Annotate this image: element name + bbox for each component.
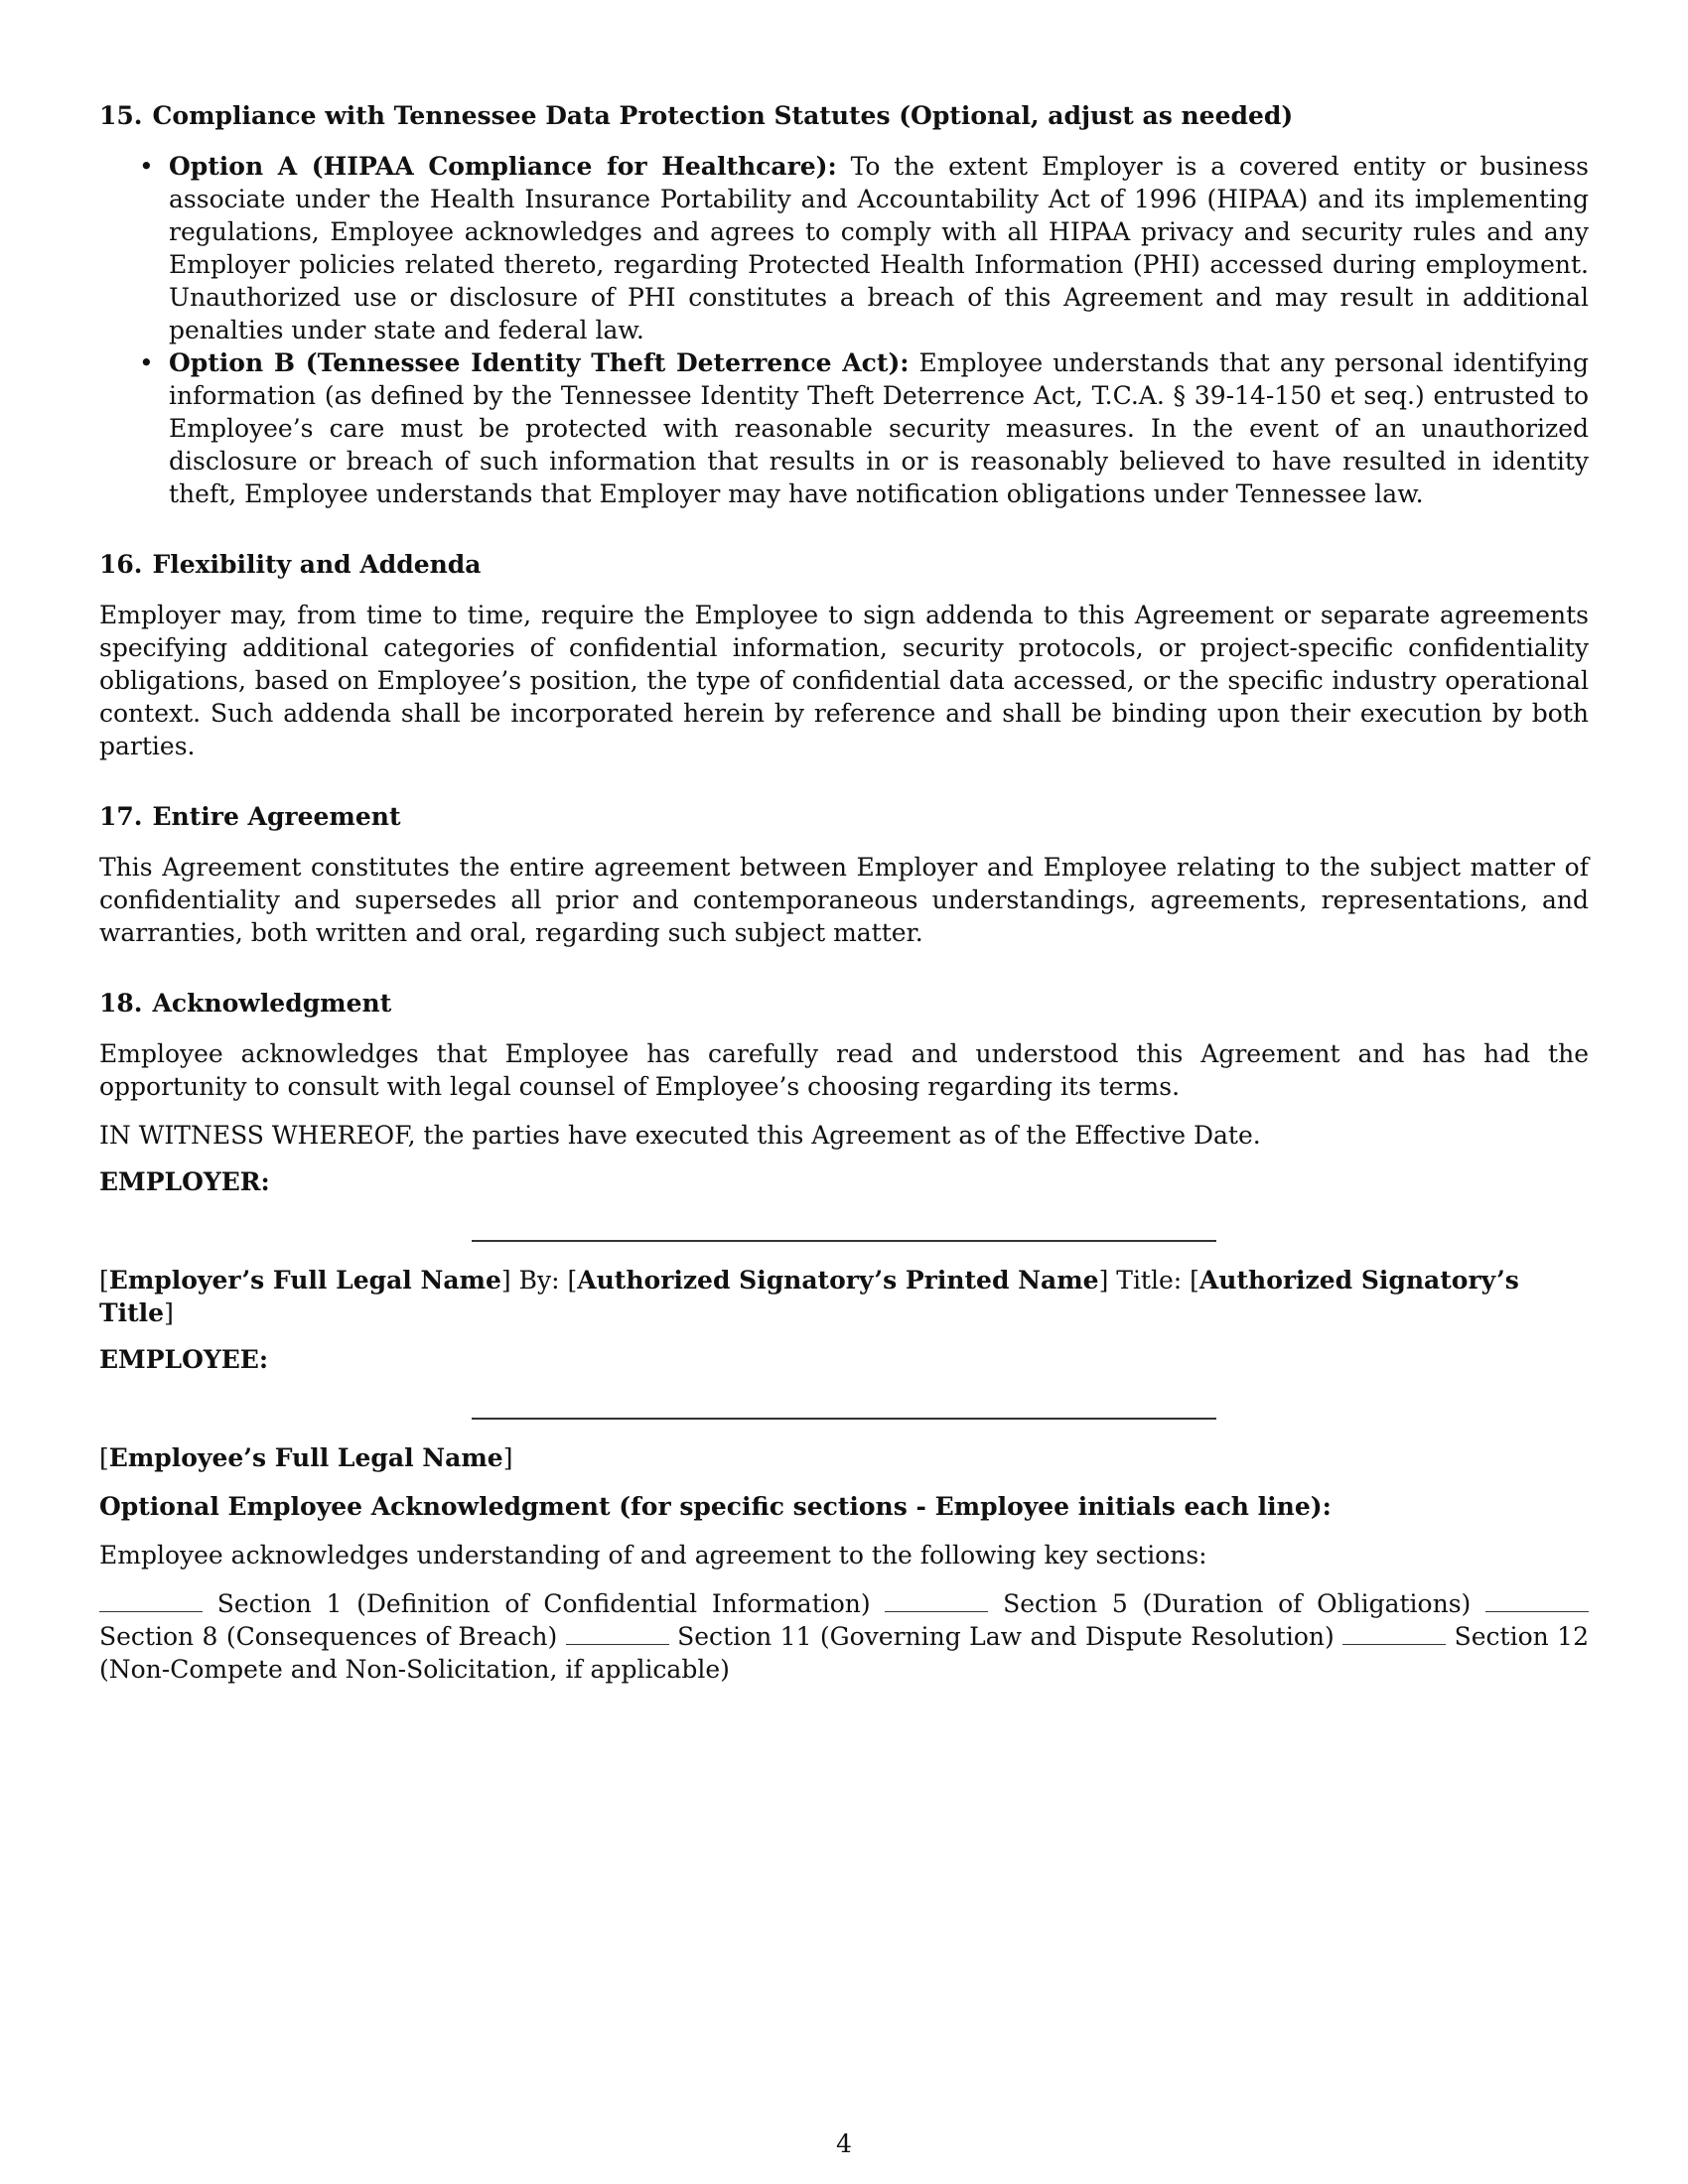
- section-body: Employee acknowledges that Employee has carefully read and understood this Agreement and has had the opportunity to consult with legal counsel of Employee’s choosing regarding its terms.: [99, 1039, 1589, 1101]
- list-item: [139, 150, 1589, 346]
- signatory-name-placeholder: Authorized Signatory’s Printed Name: [577, 1266, 1099, 1295]
- ack-item: Section 5 (Duration of Obligations): [1003, 1589, 1472, 1618]
- section-15: [99, 99, 1589, 510]
- section-heading: [99, 548, 1589, 581]
- option-label: Option A (HIPAA Compliance for Healthcare):: [169, 152, 837, 181]
- optional-ack-heading: Optional Employee Acknowledgment (for specific sections - Employee initials each line):: [99, 1492, 1332, 1521]
- optional-ack-intro: Employee acknowledges understanding of and agreement to the following key sections:: [99, 1541, 1207, 1570]
- section-number: 16.: [99, 550, 143, 579]
- employee-signature-line[interactable]: [472, 1418, 1216, 1420]
- ack-item: Section 12 (Non-Compete and Non-Solicitation, if applicable): [99, 1622, 1589, 1684]
- initials-block: [99, 1587, 1589, 1686]
- section-16: [99, 548, 1589, 762]
- employee-name-placeholder: Employee’s Full Legal Name: [108, 1443, 503, 1472]
- section-number: 15.: [99, 101, 143, 130]
- initials-blank[interactable]: [99, 1589, 203, 1612]
- option-label: Option B (Tennessee Identity Theft Deterrence Act):: [169, 348, 910, 377]
- section-body: This Agreement constitutes the entire agreement between Employer and Employee relating to the subject matter of confidentiality and supersedes all prior and contemporaneous understandings, agreements, representations, and warranties, both written and oral, regarding such subject matter.: [99, 853, 1589, 947]
- by-label: By:: [518, 1266, 560, 1295]
- initials-blank[interactable]: [885, 1589, 988, 1612]
- document-page: [99, 99, 1589, 1686]
- options-list: [99, 150, 1589, 510]
- section-heading: [99, 99, 1589, 132]
- option-text: Employee understands that any personal identifying information (as defined by the Tennessee Identity Theft Deterrence Act, T.C.A. § 39-14-150 et seq.) entrusted to Employee’s care must be protected with reasonable security measures. In the event of an unauthorized disclosure or breach of such information that results in or is reasonably believed to have resulted in identity theft, Employee understands that Employer may have notification obligations under Tennessee law.: [169, 348, 1590, 508]
- ack-item: Section 8 (Consequences of Breach): [99, 1622, 558, 1651]
- option-text: To the extent Employer is a covered entity or business associate under the Health Insurance Portability and Accountability Act of 1996 (HIPAA) and its implementing regulations, Employee acknowledges and agrees to comply with all HIPAA privacy and security rules and any Employer policies related thereto, regarding Protected Health Information (PHI) accessed during employment. Unauthorized use or disclosure of PHI constitutes a breach of this Agreement and may result in additional penalties under state and federal law.: [169, 152, 1589, 344]
- section-title: Flexibility and Addenda: [152, 550, 482, 579]
- employer-name-placeholder: Employer’s Full Legal Name: [108, 1266, 501, 1295]
- bullet-icon: •: [139, 348, 154, 377]
- page-number: 4: [836, 2129, 852, 2158]
- title-label: Title:: [1116, 1266, 1183, 1295]
- section-heading: [99, 800, 1589, 833]
- section-title: Acknowledgment: [152, 989, 392, 1018]
- section-title: Compliance with Tennessee Data Protection Statutes (Optional, adjust as needed): [152, 101, 1294, 130]
- section-18: [99, 987, 1589, 1103]
- ack-item: Section 11 (Governing Law and Dispute Resolution): [677, 1622, 1335, 1651]
- initials-blank[interactable]: [1342, 1622, 1446, 1645]
- employer-label: EMPLOYER:: [99, 1167, 270, 1196]
- employer-signature-line[interactable]: [472, 1240, 1216, 1242]
- ack-item: Section 1 (Definition of Confidential Information): [216, 1589, 871, 1618]
- section-body: Employer may, from time to time, require the Employee to sign addenda to this Agreement or separate agreements specifying additional categories of confidential information, security protocols, or project-specific confidentiality obligations, based on Employee’s position, the type of confidential data accessed, or the specific industry operational context. Such addenda shall be incorporated herein by reference and shall be binding upon their execution by both parties.: [99, 601, 1589, 760]
- employee-label: EMPLOYEE:: [99, 1345, 269, 1374]
- employee-signature-names: [Employee’s Full Legal Name]: [99, 1443, 513, 1472]
- employer-signature-names: [Employer’s Full Legal Name] By: [Authorized Signatory’s Printed Name] Title: [Authorized Signatory’s Title]: [99, 1266, 1519, 1327]
- initials-blank[interactable]: [1485, 1589, 1589, 1612]
- initials-blank[interactable]: [566, 1622, 669, 1645]
- bullet-icon: •: [139, 152, 154, 181]
- section-title: Entire Agreement: [152, 802, 401, 831]
- section-number: 18.: [99, 989, 143, 1018]
- witness-clause: IN WITNESS WHEREOF, the parties have executed this Agreement as of the Effective Date.: [99, 1121, 1261, 1150]
- section-heading: [99, 987, 1589, 1020]
- signatory-title-placeholder: Authorized Signatory’s Title: [99, 1266, 1519, 1327]
- section-number: 17.: [99, 802, 143, 831]
- section-17: [99, 800, 1589, 949]
- list-item: [139, 346, 1590, 510]
